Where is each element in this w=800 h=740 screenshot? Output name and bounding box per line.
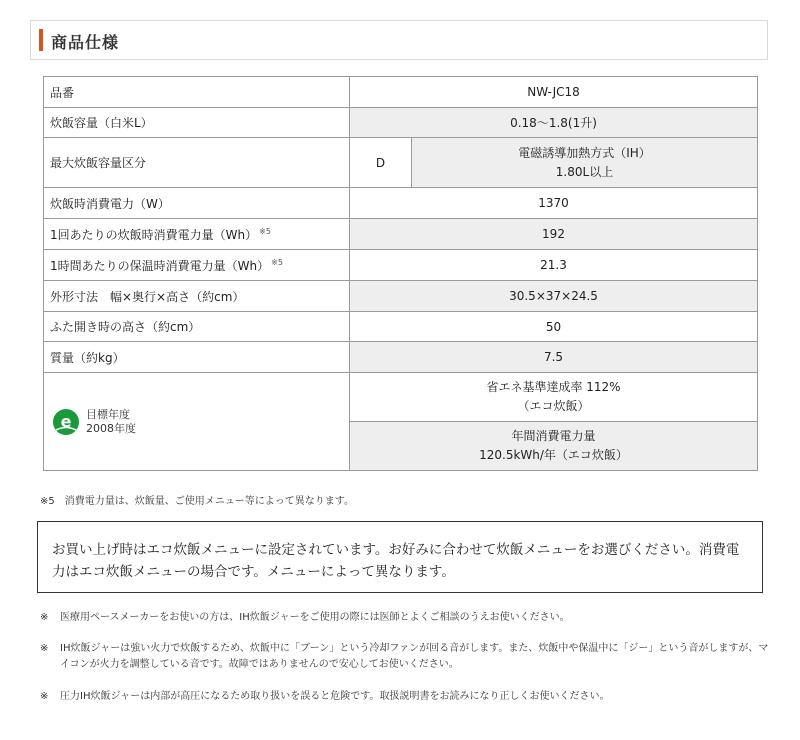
spec-label-cell [44,250,350,281]
caution-note [40,610,770,626]
spec-value: 7.5 [350,342,758,373]
heating-method: 電磁誘導加熱方式（IH） [518,145,651,160]
annual-power-cell [350,422,758,471]
section-title: 商品仕様 [51,33,120,52]
capacity-range: 1.80L以上 [555,164,614,179]
caution-note [40,641,770,673]
eco-label-cell [44,373,350,471]
section-header [30,20,768,60]
header-accent-bar [39,29,43,51]
note-mark: ※ [40,612,49,623]
note-mark: ※ [40,643,49,654]
annual-power-value: 120.5kWh/年（エコ炊飯） [479,448,628,462]
table-row [44,312,758,342]
note-text: IH炊飯ジャーは強い火力で炊飯するため、炊飯中に「ブーン」という冷却ファンが回る音がします。また、炊飯中や保温中に「ジー」という音がしますが、マイコンが火力を調整している音です。故障ではありませんので安心してお使いください。 [60,643,769,670]
svg-text:e: e [60,411,72,431]
table-row [44,188,758,219]
spec-value: 0.18～1.8(1升) [350,108,758,138]
caution-note [40,689,770,705]
table-row [44,108,758,138]
spec-value: NW-JC18 [350,77,758,108]
spec-value: 30.5×37×24.5 [350,281,758,312]
eco-rate: 省エネ基準達成率 112% [486,380,621,394]
note-mark: ※ [40,691,49,702]
table-row [44,373,758,422]
spec-label-cell [44,219,350,250]
class-value: D [350,138,412,188]
spec-label: 品番 [44,77,350,108]
eco-target-year [86,408,136,436]
spec-label: ふた開き時の高さ（約cm） [44,312,350,342]
table-row [44,138,758,188]
spec-label: 質量（約kg） [44,342,350,373]
table-row [44,281,758,312]
spec-value: 21.3 [350,250,758,281]
eco-menu-notice: お買い上げ時はエコ炊飯メニューに設定されています。お好みに合わせて炊飯メニューをお選びください。消費電力はエコ炊飯メニューの場合です。メニューによって異なります。 [37,521,763,593]
table-row [44,219,758,250]
footnote-ref: ※5 [271,257,283,267]
footnote-5 [40,492,354,507]
annual-power-label: 年間消費電力量 [511,429,596,443]
eco-rate-sub: （エコ炊飯） [517,399,590,413]
table-row [44,250,758,281]
spec-value: 192 [350,219,758,250]
spec-label: 外形寸法 幅×奥行×高さ（約cm） [44,281,350,312]
footnote-ref: ※5 [259,226,271,236]
footnote-text: 消費電力量は、炊飯量、ご使用メニュー等によって異なります。 [64,496,354,507]
target-year-label: 目標年度 [86,407,130,421]
heating-method-cell [412,138,758,188]
spec-label: 1回あたりの炊飯時消費電力量（Wh） [50,227,258,242]
eco-label [50,408,343,436]
target-year-value: 2008年度 [86,421,136,435]
spec-label: 最大炊飯容量区分 [44,138,350,188]
table-row [44,77,758,108]
spec-label: 炊飯容量（白米L） [44,108,350,138]
table-row [44,342,758,373]
note-text: 医療用ペースメーカーをお使いの方は、IH炊飯ジャーをご使用の際には医師とよくご相談のうえお使いください。 [60,612,570,623]
spec-value: 1370 [350,188,758,219]
note-text: 圧力IH炊飯ジャーは内部が高圧になるため取り扱いを誤ると危険です。取扱説明書をお読みになり正しくお使いください。 [60,691,610,702]
spec-label: 1時間あたりの保温時消費電力量（Wh） [50,258,270,273]
spec-value: 50 [350,312,758,342]
footnote-mark: ※5 [40,496,55,507]
eco-rate-cell [350,373,758,422]
spec-label: 炊飯時消費電力（W） [44,188,350,219]
eco-e-mark-icon [52,408,80,436]
spec-table [43,76,758,471]
